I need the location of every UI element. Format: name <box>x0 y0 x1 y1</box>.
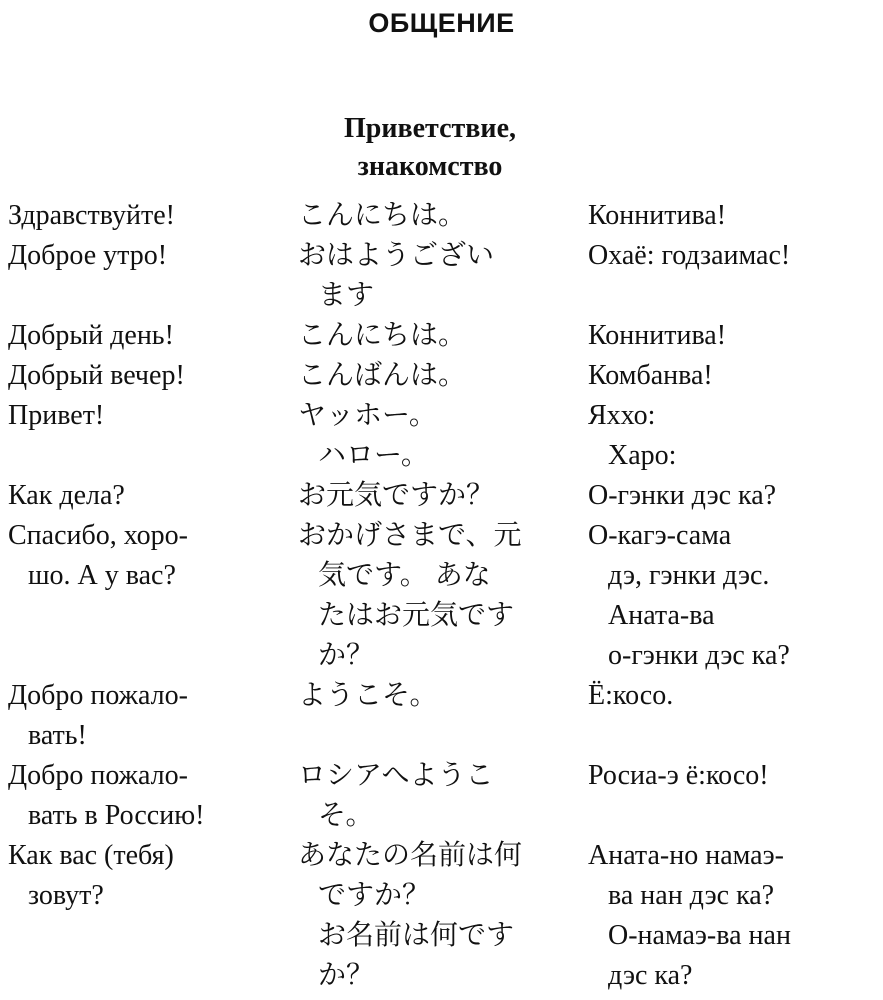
transliteration-line: Аната-но намаэ- <box>588 840 784 871</box>
transliteration-line: О-кагэ-сама <box>588 520 732 551</box>
transliteration <box>588 356 883 396</box>
japanese-phrase <box>298 196 583 236</box>
chapter-title: ОБЩЕНИЕ <box>368 8 515 38</box>
phrase-row <box>0 236 883 316</box>
japanese-phrase-line: ロシアへようこ <box>298 760 494 791</box>
japanese-phrase <box>298 836 583 996</box>
japanese-phrase-line: お元気ですか？ <box>298 480 495 511</box>
russian-phrase-line: Здравствуйте! <box>8 200 175 231</box>
transliteration-line: О-гэнки дэс ка? <box>588 480 777 511</box>
transliteration <box>588 676 883 716</box>
phrase-row <box>0 756 883 836</box>
japanese-phrase-line: ヤッホー。 <box>298 400 437 431</box>
russian-phrase-line: Добро пожало- <box>8 680 188 711</box>
japanese-phrase-line: こんにちは。 <box>298 200 467 231</box>
russian-phrase <box>8 196 293 236</box>
russian-phrase-line: зовут? <box>28 880 104 911</box>
russian-phrase <box>8 316 293 356</box>
transliteration <box>588 396 883 476</box>
japanese-phrase-line: そ。 <box>318 800 374 831</box>
japanese-phrase <box>298 516 583 676</box>
transliteration <box>588 236 883 276</box>
russian-phrase <box>8 476 293 516</box>
japanese-phrase <box>298 356 583 396</box>
phrase-row <box>0 836 883 996</box>
russian-phrase-line: Спасибо, хоро- <box>8 520 189 551</box>
japanese-phrase-line: おはようござい <box>298 240 495 271</box>
section-title-line-2: знакомство <box>357 151 503 182</box>
transliteration <box>588 476 883 516</box>
transliteration-line: о-гэнки дэс ка? <box>608 640 790 671</box>
japanese-phrase-line: こんにちは。 <box>298 320 467 351</box>
russian-phrase <box>8 356 293 396</box>
japanese-phrase-line: か？ <box>318 640 375 671</box>
russian-phrase-line: вать! <box>28 720 87 751</box>
transliteration <box>588 196 883 236</box>
transliteration-line: Комбанва! <box>588 360 713 391</box>
phrase-row <box>0 676 883 756</box>
section-title <box>0 110 860 186</box>
russian-phrase-line: Привет! <box>8 400 105 431</box>
russian-phrase-line: шо. А у вас? <box>28 560 176 591</box>
section-title-line-1: Приветствие, <box>344 113 516 144</box>
phrase-row <box>0 196 883 236</box>
japanese-phrase-line: たはお元気です <box>318 600 515 631</box>
japanese-phrase-line: あなたの名前は何 <box>298 840 523 871</box>
japanese-phrase <box>298 756 583 836</box>
japanese-phrase-line: ですか？ <box>318 880 431 911</box>
transliteration-line: дэс ка? <box>608 960 693 991</box>
russian-phrase-line: Как дела? <box>8 480 125 511</box>
japanese-phrase-line: ます <box>318 280 375 311</box>
russian-phrase <box>8 396 293 436</box>
russian-phrase <box>8 756 293 836</box>
phrase-row <box>0 316 883 356</box>
japanese-phrase <box>298 476 583 516</box>
phrase-row <box>0 476 883 516</box>
russian-phrase <box>8 676 293 756</box>
russian-phrase-line: вать в Россию! <box>28 800 205 831</box>
transliteration <box>588 756 883 796</box>
japanese-phrase-line: お名前は何です <box>318 920 515 951</box>
transliteration-line: О-намаэ-ва нан <box>608 920 791 951</box>
russian-phrase-line: Доброе утро! <box>8 240 168 271</box>
phrase-row <box>0 396 883 476</box>
japanese-phrase-line: ハロー。 <box>318 440 429 471</box>
russian-phrase-line: Добрый вечер! <box>8 360 185 391</box>
japanese-phrase-line: 気です。 あな <box>318 560 491 591</box>
japanese-phrase-line: か？ <box>318 960 375 991</box>
russian-phrase-line: Добро пожало- <box>8 760 188 791</box>
transliteration-line: ва нан дэс ка? <box>608 880 775 911</box>
transliteration-line: Коннитива! <box>588 320 727 351</box>
transliteration-line: Яххо: <box>588 400 656 431</box>
japanese-phrase <box>298 316 583 356</box>
phrase-row <box>0 356 883 396</box>
phrase-row <box>0 516 883 676</box>
russian-phrase-line: Как вас (тебя) <box>8 840 174 871</box>
russian-phrase <box>8 236 293 276</box>
transliteration-line: дэ, гэнки дэс. <box>608 560 770 591</box>
japanese-phrase <box>298 676 583 716</box>
transliteration <box>588 316 883 356</box>
japanese-phrase-line: こんばんは。 <box>298 360 467 391</box>
transliteration <box>588 836 883 996</box>
transliteration-line: Росиа-э ё:косо! <box>588 760 769 791</box>
transliteration <box>588 516 883 676</box>
phrase-table <box>0 196 883 996</box>
russian-phrase <box>8 516 293 596</box>
transliteration-line: Харо: <box>608 440 677 471</box>
russian-phrase <box>8 836 293 916</box>
transliteration-line: Охаё: годзаимас! <box>588 240 791 271</box>
japanese-phrase-line: ようこそ。 <box>298 680 438 711</box>
japanese-phrase <box>298 236 583 316</box>
transliteration-line: Аната-ва <box>608 600 715 631</box>
japanese-phrase <box>298 396 583 476</box>
transliteration-line: Ё:косо. <box>588 680 674 711</box>
japanese-phrase-line: おかげさまで、元 <box>298 520 522 551</box>
transliteration-line: Коннитива! <box>588 200 727 231</box>
russian-phrase-line: Добрый день! <box>8 320 174 351</box>
